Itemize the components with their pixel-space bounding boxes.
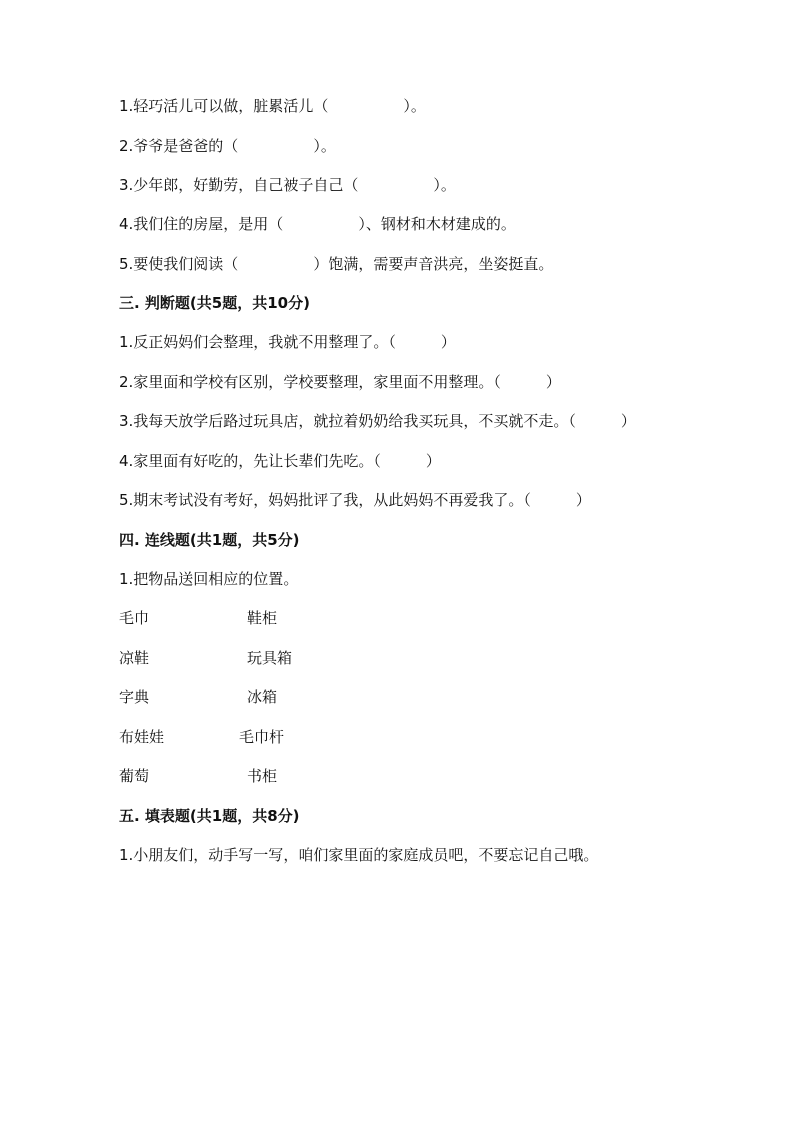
section-3-heading: 三. 判断题(共5题，共10分) xyxy=(119,294,310,312)
table-fill-question: 1.小朋友们，动手写一写，咱们家里面的家庭成员吧，不要忘记自己哦。 xyxy=(119,846,599,864)
matching-left-item: 字典 xyxy=(119,688,150,706)
fill-blank-question-2: 2.爷爷是爸爸的（ ）。 xyxy=(119,137,336,155)
matching-right-item: 玩具箱 xyxy=(247,649,293,667)
matching-right-item: 书柜 xyxy=(247,767,278,785)
matching-left-item: 凉鞋 xyxy=(119,649,150,667)
true-false-question-5: 5.期末考试没有考好，妈妈批评了我，从此妈妈不再爱我了。（ ） xyxy=(119,491,591,509)
true-false-question-3: 3.我每天放学后路过玩具店，就拉着奶奶给我买玩具，不买就不走。（ ） xyxy=(119,412,636,430)
true-false-question-1: 1.反正妈妈们会整理，我就不用整理了。（ ） xyxy=(119,333,456,351)
matching-left-item: 葡萄 xyxy=(119,767,150,785)
true-false-question-2: 2.家里面和学校有区别，学校要整理，家里面不用整理。（ ） xyxy=(119,373,561,391)
section-4-heading: 四. 连线题(共1题，共5分) xyxy=(119,531,300,549)
fill-blank-question-5: 5.要使我们阅读（ ）饱满，需要声音洪亮，坐姿挺直。 xyxy=(119,255,554,273)
fill-blank-question-4: 4.我们住的房屋，是用（ ）、钢材和木材建成的。 xyxy=(119,215,516,233)
matching-question: 1.把物品送回相应的位置。 xyxy=(119,570,299,588)
matching-right-item: 冰箱 xyxy=(247,688,278,706)
true-false-question-4: 4.家里面有好吃的，先让长辈们先吃。（ ） xyxy=(119,452,441,470)
matching-left-item: 布娃娃 xyxy=(119,728,165,746)
section-5-heading: 五. 填表题(共1题，共8分) xyxy=(119,807,300,825)
fill-blank-question-3: 3.少年郎，好勤劳，自己被子自己（ ）。 xyxy=(119,176,456,194)
matching-right-item: 毛巾杆 xyxy=(239,728,285,746)
matching-right-item: 鞋柜 xyxy=(247,609,278,627)
fill-blank-question-1: 1.轻巧活儿可以做，脏累活儿（ ）。 xyxy=(119,97,426,115)
matching-left-item: 毛巾 xyxy=(119,609,150,627)
